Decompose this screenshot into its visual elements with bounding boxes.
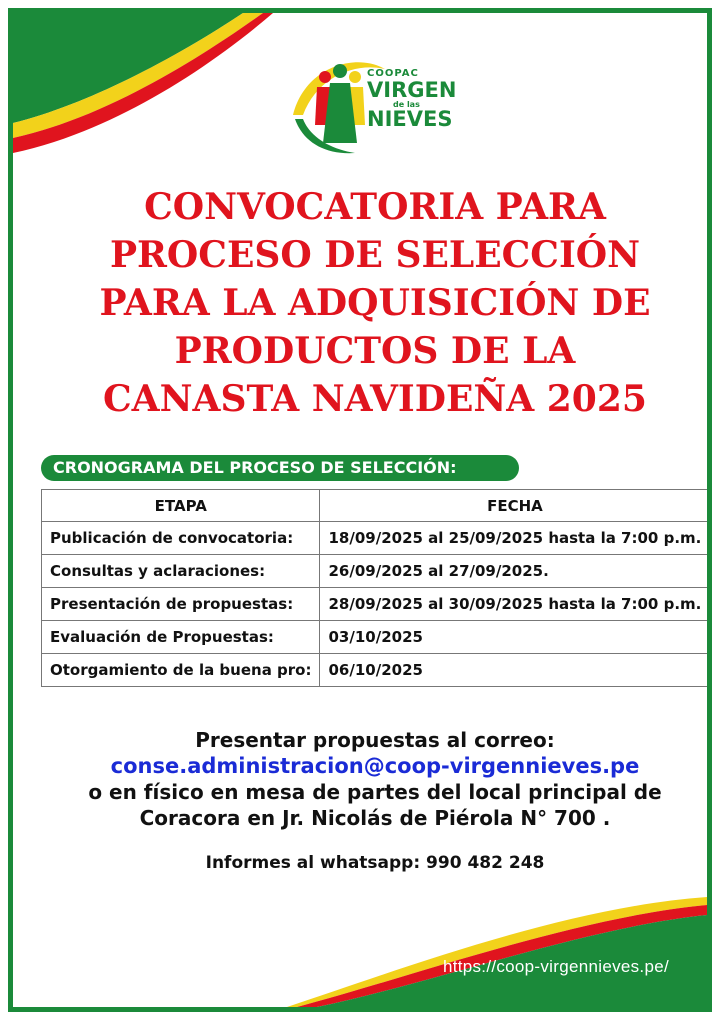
corner-decoration-bottom-right	[287, 887, 707, 1007]
table-row	[42, 555, 710, 588]
schedule-table	[41, 489, 710, 687]
logo-wordmark	[367, 69, 456, 130]
title-line: CONVOCATORIA PARA	[144, 186, 606, 228]
logo-line-virgen: VIRGEN	[367, 78, 457, 102]
title-line: PARA LA ADQUISICIÓN DE	[99, 282, 651, 324]
submission-intro: Presentar propuestas al correo:	[195, 728, 555, 752]
date-cell: 26/09/2025 al 27/09/2025.	[320, 555, 710, 588]
whatsapp-info: Informes al whatsapp: 990 482 248	[205, 853, 545, 873]
stage-cell: Consultas y aclaraciones:	[42, 555, 320, 588]
logo-line-de-las: de las	[393, 100, 420, 109]
date-cell: 06/10/2025	[320, 654, 710, 687]
table-row	[42, 654, 710, 687]
stage-cell: Evaluación de Propuestas:	[42, 621, 320, 654]
website-link[interactable]: https://coop-virgennieves.pe/	[442, 957, 669, 976]
column-header-fecha: FECHA	[320, 490, 710, 522]
column-header-etapa: ETAPA	[42, 490, 320, 522]
submission-info	[53, 727, 697, 831]
stage-cell: Publicación de convocatoria:	[42, 522, 320, 555]
logo-line-coopac: COOPAC	[367, 68, 419, 79]
date-cell: 18/09/2025 al 25/09/2025 hasta la 7:00 p.m.	[320, 522, 710, 555]
submission-address-line: Coracora en Jr. Nicolás de Piérola N° 700 .	[139, 806, 611, 830]
submission-physical-line: o en físico en mesa de partes del local principal de	[88, 780, 662, 804]
table-row	[42, 522, 710, 555]
corner-decoration-top-left	[13, 13, 273, 173]
schedule-heading: CRONOGRAMA DEL PROCESO DE SELECCIÓN:	[41, 455, 519, 481]
title-line: CANASTA NAVIDEÑA 2025	[103, 378, 647, 420]
stage-cell: Presentación de propuestas:	[42, 588, 320, 621]
page-title	[53, 183, 697, 423]
date-cell: 28/09/2025 al 30/09/2025 hasta la 7:00 p.m.	[320, 588, 710, 621]
table-row	[42, 621, 710, 654]
submission-email-link[interactable]: conse.administracion@coop-virgennieves.pe	[110, 754, 640, 778]
flyer-frame	[8, 8, 712, 1012]
logo-line-nieves: NIEVES	[367, 107, 453, 131]
date-cell: 03/10/2025	[320, 621, 710, 654]
title-line: PROCESO DE SELECCIÓN	[109, 234, 641, 276]
table-header-row	[42, 490, 710, 522]
title-line: PRODUCTOS DE LA	[174, 330, 576, 372]
stage-cell: Otorgamiento de la buena pro:	[42, 654, 320, 687]
table-row	[42, 588, 710, 621]
